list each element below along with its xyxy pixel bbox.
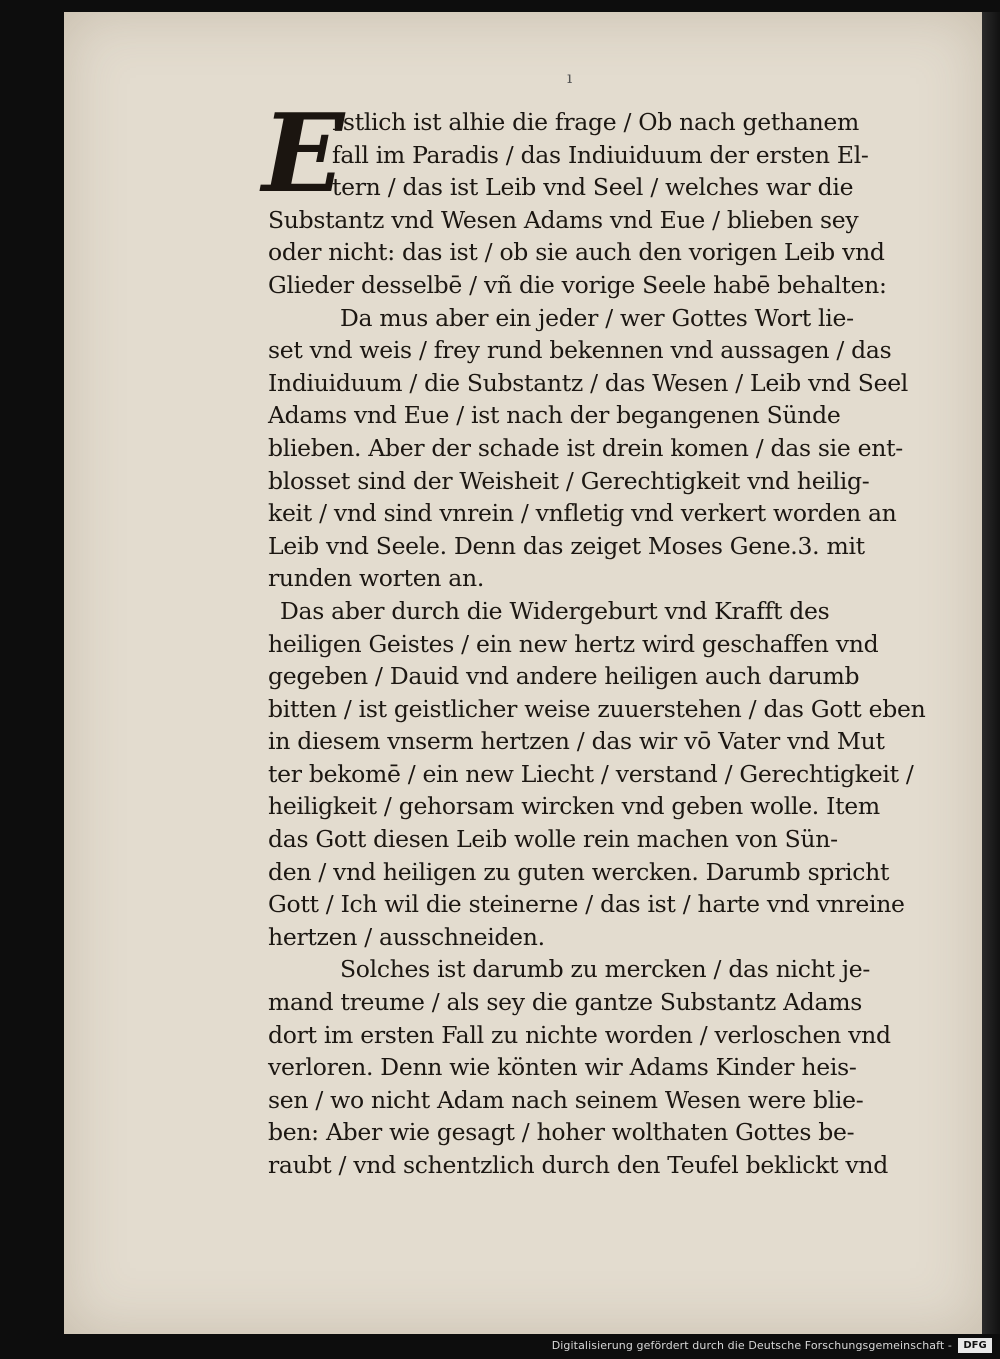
text-line: blosset sind der Weisheit / Gerechtigkeit vnd heilig-: [268, 466, 870, 495]
text-line: in diesem vnserm hertzen / das wir vō Vater vnd Mut: [268, 727, 885, 756]
text-line: Adams vnd Eue / ist nach der begangenen Sünde: [268, 401, 841, 430]
text-line: Substantz vnd Wesen Adams vnd Eue / blieben sey: [268, 205, 859, 234]
text-line: das Gott diesen Leib wolle rein machen von Sün-: [268, 825, 838, 854]
text-line: mand treume / als sey die gantze Substantz Adams: [268, 988, 862, 1017]
text-line: Leib vnd Seele. Denn das zeiget Moses Gene.3. mit: [268, 531, 865, 560]
text-line: verloren. Denn wie könten wir Adams Kinder heis-: [268, 1053, 857, 1082]
page-text: [268, 106, 968, 1182]
text-line: sen / wo nicht Adam nach seinem Wesen were blie-: [268, 1085, 864, 1114]
text-line: keit / vnd sind vnrein / vnfletig vnd verkert worden an: [268, 499, 897, 528]
text-line: Indiuiduum / die Substantz / das Wesen / Leib vnd Seel: [268, 368, 909, 397]
text-line: ter bekomē / ein new Liecht / verstand / Gerechtigkeit /: [268, 759, 914, 788]
text-line: hertzen / ausschneiden.: [268, 922, 545, 951]
text-line: set vnd weis / frey rund bekennen vnd aussagen / das: [268, 336, 892, 365]
text-line: ben: Aber wie gesagt / hoher wolthaten Gottes be-: [268, 1118, 855, 1147]
top-mark: ı: [567, 68, 573, 87]
text-line: raubt / vnd schentzlich durch den Teufel beklickt vnd: [268, 1151, 888, 1179]
text-line: dort im ersten Fall zu nichte worden / verloschen vnd: [268, 1020, 891, 1049]
text-line: runden worten an.: [268, 564, 485, 593]
text-line: tern / das ist Leib vnd Seel / welches war die: [332, 173, 854, 202]
dfg-logo: DFG: [958, 1338, 992, 1353]
text-line: fall im Paradis / das Indiuiduum der ersten El-: [332, 140, 869, 169]
text-line: gegeben / Dauid vnd andere heiligen auch darumb: [268, 662, 860, 691]
text-line: Solches ist darumb zu mercken / das nicht je-: [340, 955, 870, 984]
text-line: Da mus aber ein jeder / wer Gottes Wort lie-: [340, 303, 854, 332]
text-line: oder nicht: das ist / ob sie auch den vorigen Leib vnd: [268, 238, 885, 267]
text-line: Gott / Ich wil die steinerne / das ist / harte vnd vnreine: [268, 890, 905, 919]
text-line: heiligen Geistes / ein new hertz wird geschaffen vnd: [268, 629, 879, 658]
text-line: bitten / ist geistlicher weise zuuerstehen / das Gott eben: [268, 694, 926, 723]
text-line: rstlich ist alhie die frage / Ob nach gethanem: [332, 108, 860, 136]
text-line: den / vnd heiligen zu guten wercken. Darumb spricht: [268, 857, 890, 886]
page-edge: [982, 12, 1000, 1334]
text-line: heiligkeit / gehorsam wircken vnd geben wolle. Item: [268, 792, 880, 821]
text-line: Das aber durch die Widergeburt vnd Krafft des: [280, 596, 830, 625]
decorated-initial: E: [262, 91, 345, 217]
digitization-credit: Digitalisierung gefördert durch die Deutsche Forschungsgemeinschaft -: [551, 1339, 952, 1352]
text-line: Glieder desselbē / vñ die vorige Seele habē behalten:: [268, 270, 887, 299]
text-line: blieben. Aber der schade ist drein komen / das sie ent-: [268, 433, 903, 462]
